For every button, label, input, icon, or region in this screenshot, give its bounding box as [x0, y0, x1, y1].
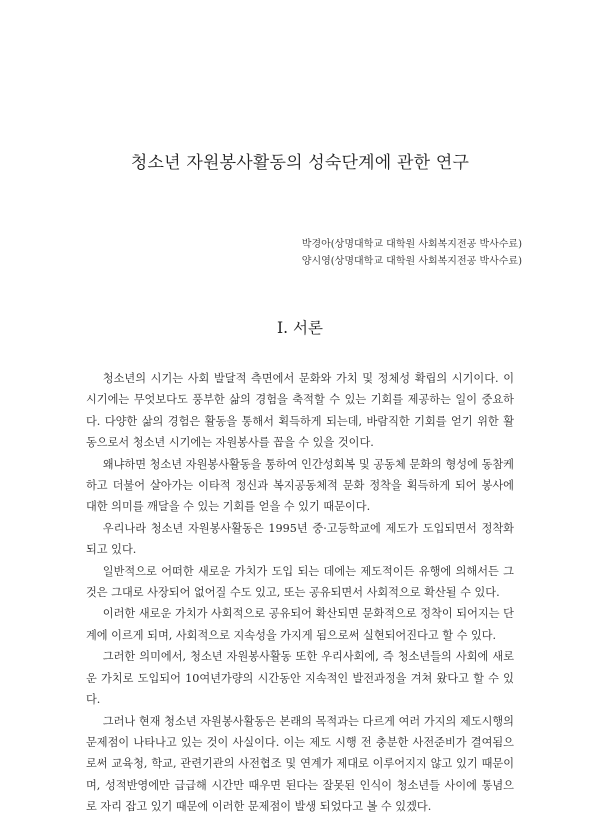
- paragraph: 우리나라 청소년 자원봉사활동은 1995년 중·고등학교에 제도가 도입되면서 정착화 되고 있다.: [86, 521, 514, 557]
- author-line: 양시영(상명대학교 대학원 사회복지전공 박사수료): [301, 256, 522, 267]
- author-line: 박경아(상명대학교 대학원 사회복지전공 박사수료): [301, 239, 522, 250]
- paper-title: 청소년 자원봉사활동의 성숙단계에 관한 연구: [130, 153, 470, 173]
- section-heading: I. 서론: [277, 319, 323, 337]
- paragraph: 왜냐하면 청소년 자원봉사활동을 통하여 인간성회복 및 공동체 문화의 형성에 동참케 하고 더불어 살아가는 이타적 정신과 복지공동체적 문화 정착을 획득하게 되어 봉사에 대한 의미를 깨달을 수 있는 기회를 얻을 수 있기 때문이다.: [86, 457, 514, 514]
- paragraph: 청소년의 시기는 사회 발달적 측면에서 문화와 가치 및 정체성 확립의 시기이다. 이 시기에는 무엇보다도 풍부한 삶의 경험을 축적할 수 있는 기회를 제공하는 일이 중요하다. 다양한 삶의 경험은 활동을 통해서 획득하게 되는데, 바람직한 기회를 얻기 위한 활동으로서 청소년 시기에는 자원봉사를 꼽을 수 있을 것이다.: [86, 372, 514, 450]
- author-list: [302, 236, 522, 270]
- paragraph: 그러한 의미에서, 청소년 자원봉사활동 또한 우리사회에, 즉 청소년들의 사회에 새로운 가치로 도입되어 10여년가량의 시간동안 지속적인 발전과정을 겨쳐 왔다고 할 수 있다.: [86, 650, 514, 707]
- paragraph: 일반적으로 어떠한 새로운 가치가 도입 되는 데에는 제도적이든 유행에 의해서든 그것은 그대로 사장되어 없어질 수도 있고, 또는 공유되면서 사회적으로 확산될 수 있다.: [86, 564, 514, 600]
- paragraph: 이러한 새로운 가치가 사회적으로 공유되어 확산되면 문화적으로 정착이 되어지는 단계에 이르게 되며, 사회적으로 지속성을 가지게 됨으로써 실현되어진다고 할 수 있다.: [86, 607, 514, 642]
- body-text: [86, 368, 514, 818]
- paragraph: 그러나 현재 청소년 자원봉사활동은 본래의 목적과는 다르게 여러 가지의 제도시행의 문제점이 나타나고 있는 것이 사실이다. 이는 제도 시행 전 충분한 사전준비가 결여됨으로써 교육청, 학교, 관련기관의 사전협조 및 연계가 제대로 이루어지지 않고 있기 때문이며, 성적반영에만 급급해 시간만 때우면 된다는 잘못된 인식이 청소년들 사이에 통념으로 자리 잡고 있기 때문에 이러한 문제점이 발생 되었다고 볼 수 있겠다.: [86, 714, 514, 814]
